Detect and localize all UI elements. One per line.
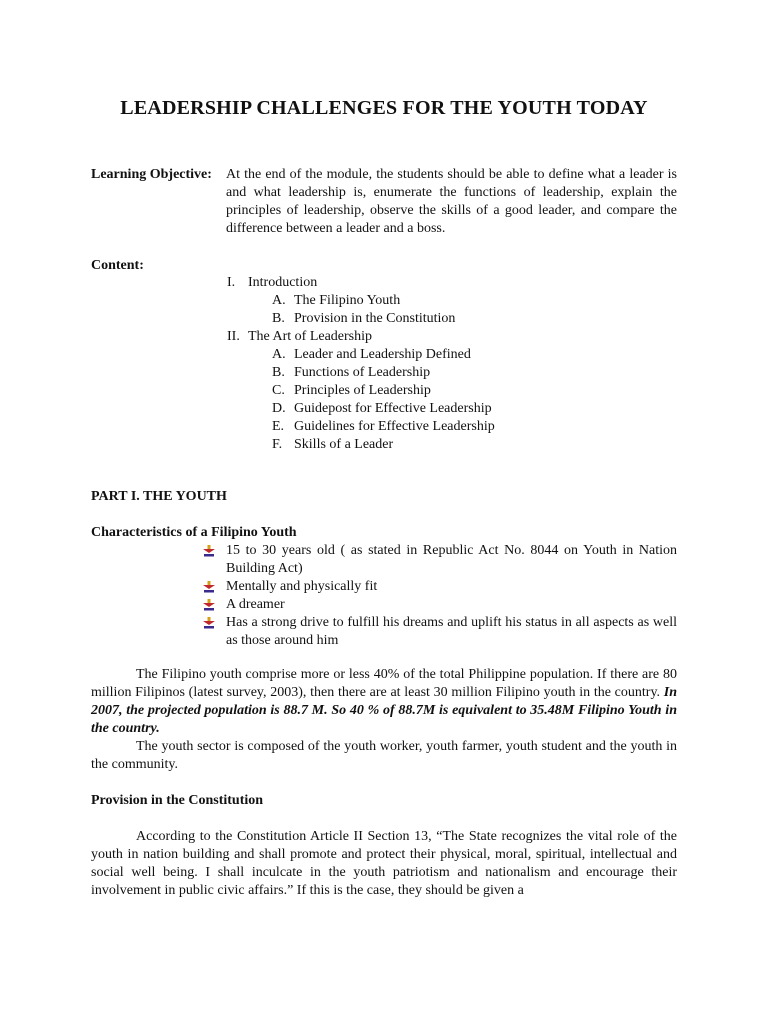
- list-item-text: A dreamer: [226, 597, 285, 612]
- learning-objective-label: Learning Objective:: [91, 167, 212, 182]
- outline-section-title: The Art of Leadership: [248, 329, 373, 344]
- characteristics-list: [200, 542, 677, 650]
- down-arrow-bullet-icon: [203, 545, 215, 557]
- outline-item-letter: D.: [272, 401, 286, 416]
- provision-paragraph: [91, 828, 677, 900]
- list-item: [200, 614, 677, 650]
- youth-sector-paragraph: [91, 738, 677, 774]
- characteristics-heading: Characteristics of a Filipino Youth: [91, 525, 297, 540]
- content-label: Content:: [91, 258, 144, 273]
- outline-item: [227, 310, 627, 328]
- outline-item-text: Functions of Leadership: [294, 365, 431, 380]
- outline-section-number: I.: [227, 275, 236, 290]
- outline-item-text: Guidelines for Effective Leadership: [294, 419, 495, 434]
- list-item: [200, 578, 677, 596]
- outline-item-letter: E.: [272, 419, 285, 434]
- learning-objective: [91, 166, 677, 238]
- outline-item: [227, 418, 627, 436]
- learning-objective-text: At the end of the module, the students should be able to define what a leader is and what leadership is, enumerate the functions of leadership, explain the principles of leadership, observe the skills of a good leader, and compare the difference between a leader and a boss.: [226, 167, 677, 236]
- paragraph-text: The Filipino youth comprise more or less 40% of the total Philippine population. If there are 80 million Filipinos (latest survey, 2003), then there are at least 30 million Filipino youth in the country.: [91, 667, 677, 700]
- down-arrow-bullet-icon: [203, 581, 215, 593]
- paragraph-emphasis: In 2007, the projected population is 88.7 M. So 40 % of 88.7M is equivalent to 35.48M Filipino Youth in the country.: [91, 685, 677, 736]
- list-item-text: 15 to 30 years old ( as stated in Republic Act No. 8044 on Youth in Nation Building Act): [226, 543, 677, 576]
- outline-section: [227, 328, 627, 346]
- part-heading: PART I. THE YOUTH: [91, 489, 227, 504]
- outline-item-text: Provision in the Constitution: [294, 311, 456, 326]
- outline-section-number: II.: [227, 329, 240, 344]
- outline-item: [227, 400, 627, 418]
- outline-item-letter: B.: [272, 311, 285, 326]
- list-item: [200, 542, 677, 578]
- paragraph-text: The youth sector is composed of the youth worker, youth farmer, youth student and the youth in the community.: [91, 739, 677, 772]
- outline-item-text: Principles of Leadership: [294, 383, 431, 398]
- document-title: LEADERSHIP CHALLENGES FOR THE YOUTH TODAY: [120, 97, 648, 119]
- outline-item-letter: F.: [272, 437, 283, 452]
- outline-item-text: Leader and Leadership Defined: [294, 347, 471, 362]
- outline-item: [227, 382, 627, 400]
- outline-item-letter: B.: [272, 365, 285, 380]
- outline-item-text: Guidepost for Effective Leadership: [294, 401, 492, 416]
- down-arrow-bullet-icon: [203, 599, 215, 611]
- outline-item: [227, 436, 627, 454]
- list-item-text: Mentally and physically fit: [226, 579, 378, 594]
- youth-population-paragraph: [91, 666, 677, 738]
- outline-item-text: The Filipino Youth: [294, 293, 401, 308]
- outline-section: [227, 274, 627, 292]
- outline-item: [227, 346, 627, 364]
- outline-item-letter: A.: [272, 347, 286, 362]
- provision-heading: Provision in the Constitution: [91, 793, 264, 808]
- outline-section-title: Introduction: [248, 275, 318, 290]
- paragraph-text: According to the Constitution Article II Section 13, “The State recognizes the vital role of the youth in nation building and shall promote and protect their physical, moral, spiritual, intellectual and social well being. I shall inculcate in the youth patriotism and nationalism and encourage their involvement in public civic affairs.” If this is the case, they should be given a: [91, 829, 677, 898]
- outline-item: [227, 364, 627, 382]
- list-item: [200, 596, 677, 614]
- outline-item: [227, 292, 627, 310]
- down-arrow-bullet-icon: [203, 617, 215, 629]
- list-item-text: Has a strong drive to fulfill his dreams and uplift his status in all aspects as well as those around him: [226, 615, 677, 648]
- outline-item-letter: C.: [272, 383, 285, 398]
- outline-item-text: Skills of a Leader: [294, 437, 394, 452]
- content-outline: [227, 274, 627, 454]
- outline-item-letter: A.: [272, 293, 286, 308]
